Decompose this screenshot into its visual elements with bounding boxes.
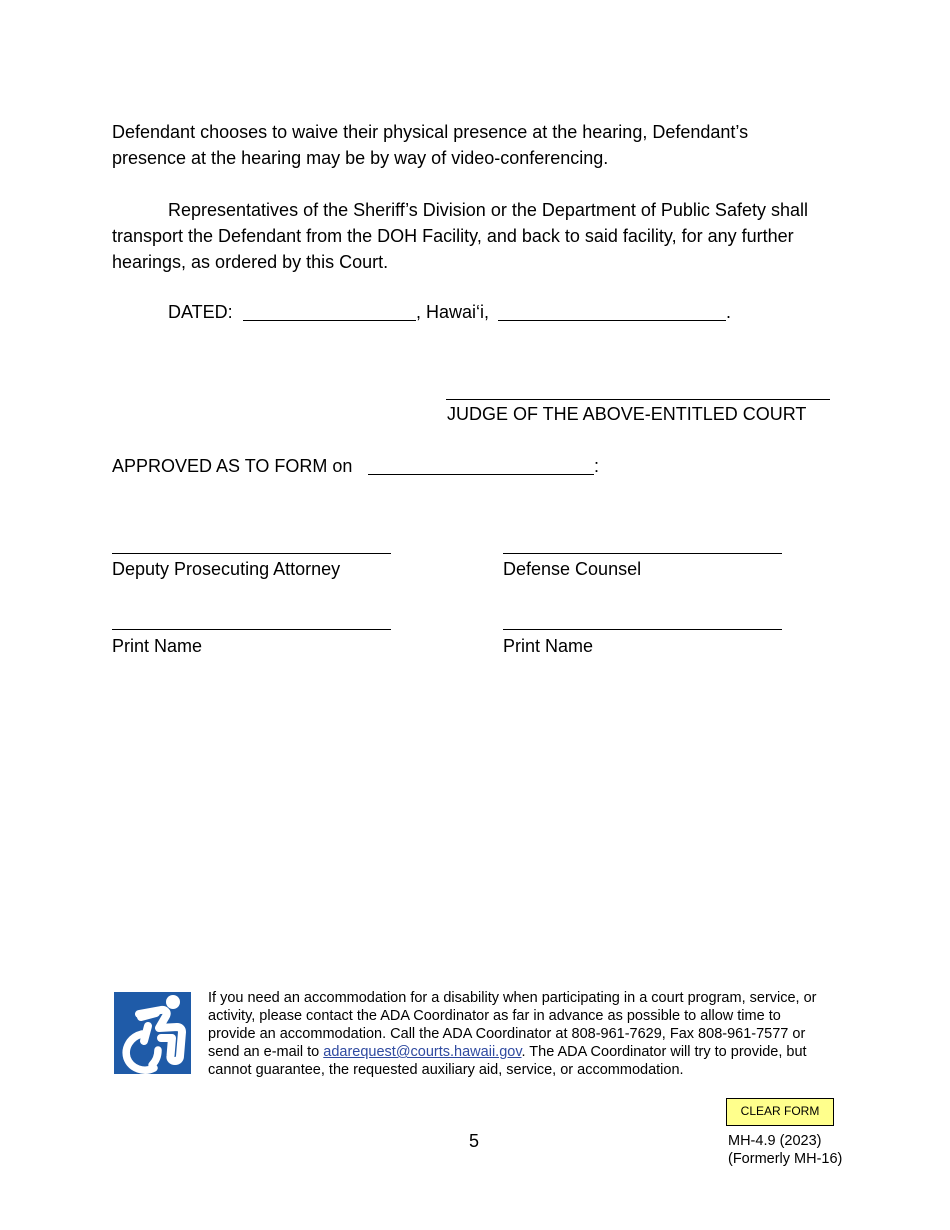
ada-notice-text: If you need an accommodation for a disability when participating in a court program, service, or activity, please contact the ADA Coordinator as far in advance as possible to allow time to provide an accommodation. Call the ADA Coordinator at 808-961-7629, Fax 808-961-7577 or send an e-mail to [208, 990, 817, 1060]
form-id [728, 1132, 842, 1168]
paragraph-line: presence at the hearing may be by way of video-conferencing. [112, 148, 609, 168]
paragraph-line: Defendant chooses to waive their physical presence at the hearing, Defendant’s [112, 122, 749, 142]
defense-signature-line[interactable] [503, 553, 782, 554]
dated-label: DATED: [168, 302, 233, 322]
paragraph-waive-presence [112, 119, 748, 171]
judge-signature-label: JUDGE OF THE ABOVE-ENTITLED COURT [447, 404, 807, 424]
clear-form-button[interactable]: CLEAR FORM [726, 1098, 834, 1126]
paragraph-transport [112, 197, 808, 275]
approved-label: APPROVED AS TO FORM on [112, 456, 353, 476]
defense-print-name-line[interactable] [503, 629, 782, 630]
paragraph-line: Representatives of the Sheriff’s Division or the Department of Public Safety shall [168, 200, 808, 220]
defense-label: Defense Counsel [503, 559, 642, 579]
judge-signature-line[interactable] [446, 399, 830, 400]
dated-date-field-2[interactable] [498, 320, 726, 321]
paragraph-line: transport the Defendant from the DOH Facility, and back to said facility, for any further [112, 226, 794, 246]
dated-end: . [726, 302, 732, 322]
form-id-line: MH-4.9 (2023) [728, 1133, 822, 1149]
prosecutor-print-name-line[interactable] [112, 629, 391, 630]
dated-place: , Hawai‘i, [416, 302, 490, 322]
form-id-line: (Formerly MH-16) [728, 1151, 843, 1167]
paragraph-line: hearings, as ordered by this Court. [112, 252, 389, 272]
prosecutor-signature-line[interactable] [112, 553, 391, 554]
approved-date-field[interactable] [368, 474, 594, 475]
approved-end: : [594, 456, 600, 476]
ada-notice-text-end: . The ADA Coordinator will try to provide, but cannot guarantee, the requested auxiliary aid, service, or accommodation. [208, 1044, 807, 1078]
dated-date-field[interactable] [243, 320, 416, 321]
print-name-label-right: Print Name [503, 636, 594, 656]
accessibility-icon [114, 992, 191, 1074]
print-name-label-left: Print Name [112, 636, 203, 656]
prosecutor-label: Deputy Prosecuting Attorney [112, 559, 341, 579]
ada-notice [208, 989, 828, 1079]
ada-email-link[interactable]: adarequest@courts.hawaii.gov [323, 1044, 522, 1060]
page-number: 5 [469, 1131, 480, 1151]
